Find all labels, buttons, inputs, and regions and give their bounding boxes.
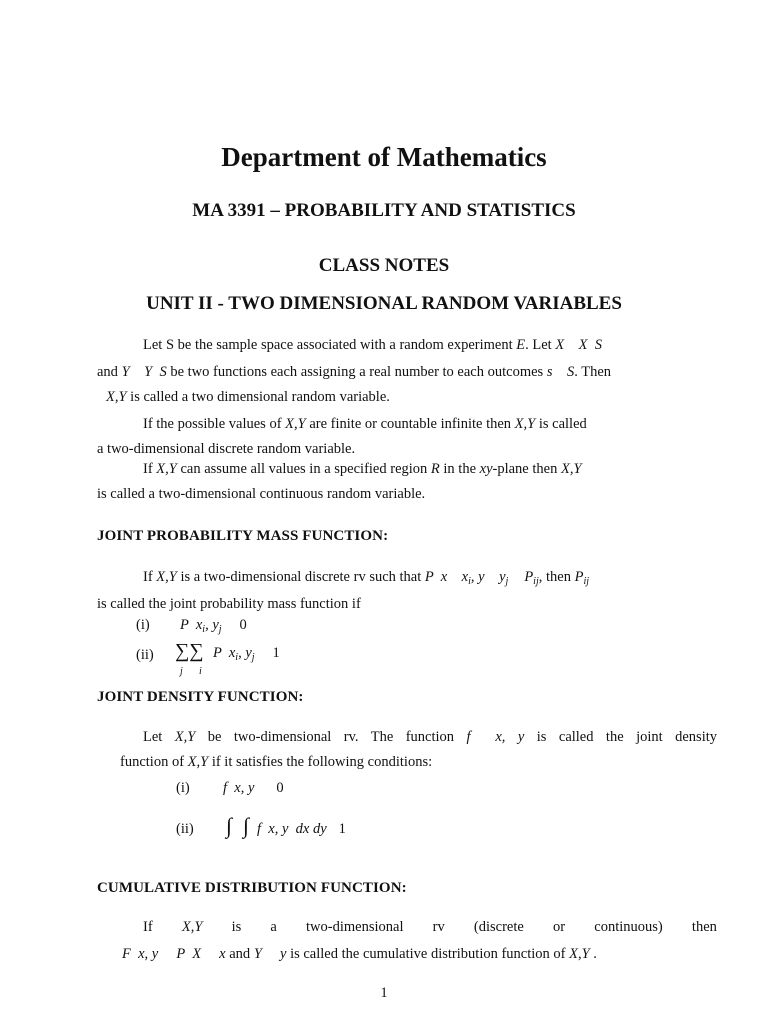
- value: 0: [239, 617, 247, 633]
- intro-line-7: is called a two-dimensional continuous random variable.: [97, 486, 426, 502]
- math: E: [516, 337, 526, 353]
- sum-index-i: i: [199, 666, 202, 677]
- value: 0: [276, 780, 284, 796]
- integral-symbol: ∫ ∫: [226, 813, 250, 838]
- math: P: [574, 569, 584, 585]
- math: f x, y: [223, 780, 255, 796]
- subscript: i: [202, 624, 206, 635]
- math: , y: [205, 617, 219, 633]
- jdf-heading: JOINT DENSITY FUNCTION:: [97, 689, 304, 705]
- pmf-line-1: [143, 569, 589, 587]
- pmf-condition-1-label: (i): [136, 617, 150, 633]
- math: X,Y: [174, 729, 196, 745]
- text: Let S be the sample space associated with a random experiment: [143, 337, 517, 353]
- math: X,Y: [181, 919, 203, 935]
- subscript: ij: [533, 576, 539, 587]
- course-title: MA 3391 – PROBABILITY AND STATISTICS: [192, 200, 576, 221]
- math: f x, y: [466, 729, 525, 745]
- math: X,Y: [569, 946, 590, 962]
- subscript: j: [251, 652, 255, 663]
- text: If: [143, 919, 153, 935]
- math: X X S: [555, 337, 603, 353]
- intro-line-2: [97, 364, 611, 381]
- math: s S: [546, 364, 575, 380]
- unit-title: UNIT II - TWO DIMENSIONAL RANDOM VARIABLES: [146, 293, 622, 314]
- text: is called the cumulative distribution function of: [286, 946, 570, 962]
- text: (discrete: [473, 919, 524, 935]
- page-number: 1: [380, 985, 388, 1001]
- text: Let: [143, 729, 175, 745]
- subscript: i: [235, 652, 239, 663]
- text: If: [143, 461, 157, 477]
- pmf-condition-2: [213, 645, 280, 663]
- pmf-line-2: is called the joint probability mass function if: [97, 596, 361, 612]
- math: X,Y: [106, 389, 127, 405]
- sigma-symbol: ∑∑: [175, 640, 204, 662]
- text: , then: [538, 569, 575, 585]
- value: 1: [272, 645, 280, 661]
- text: -plane then: [492, 461, 561, 477]
- math: R: [430, 461, 440, 477]
- subscript: j: [218, 624, 222, 635]
- subscript: j: [505, 576, 509, 587]
- text: . Then: [574, 364, 611, 380]
- text: . Let: [525, 337, 556, 353]
- pmf-heading: JOINT PROBABILITY MASS FUNCTION:: [97, 528, 389, 544]
- cdf-line-1: [143, 919, 717, 936]
- text: is called the joint density: [524, 729, 717, 745]
- text: are finite or countable infinite then: [305, 416, 515, 432]
- intro-line-5: a two-dimensional discrete random variable.: [97, 441, 356, 457]
- doc-type: CLASS NOTES: [318, 255, 450, 276]
- text: continuous): [594, 919, 663, 935]
- math: P x: [213, 645, 236, 661]
- text: can assume all values in a specified region: [176, 461, 431, 477]
- text: is a two-dimensional discrete rv such that: [176, 569, 425, 585]
- text: .: [589, 946, 597, 962]
- pmf-condition-1: [180, 617, 247, 635]
- text: If the possible values of: [143, 416, 286, 432]
- math: , y y: [470, 569, 506, 585]
- text: in the: [439, 461, 480, 477]
- subscript: i: [468, 576, 471, 587]
- jdf-condition-1: [223, 780, 284, 797]
- text: function of: [120, 754, 188, 770]
- text: a: [270, 919, 277, 935]
- cdf-heading: CUMULATIVE DISTRIBUTION FUNCTION:: [97, 880, 407, 896]
- value: 1: [338, 821, 346, 837]
- jdf-condition-2-label: (ii): [176, 821, 194, 837]
- text: and: [225, 946, 254, 962]
- jdf-line-1: [143, 729, 717, 746]
- jdf-condition-1-label: (i): [176, 780, 190, 796]
- math: Y Y S: [121, 364, 167, 380]
- text: is called a two dimensional random variable.: [126, 389, 390, 405]
- text: and: [97, 364, 122, 380]
- text: rv: [432, 919, 445, 935]
- math: , y: [238, 645, 252, 661]
- math: P x x: [424, 569, 469, 585]
- department-title: Department of Mathematics: [221, 142, 547, 172]
- math: Y y: [253, 946, 287, 962]
- intro-line-1: [143, 337, 602, 354]
- cdf-line-2: [122, 946, 597, 963]
- jdf-condition-2: [257, 821, 346, 838]
- text: be two-dimensional rv. The function: [195, 729, 467, 745]
- math: F x, y P X x: [122, 946, 226, 962]
- intro-line-4: [143, 416, 587, 433]
- math: P: [524, 569, 534, 585]
- math: P x: [180, 617, 203, 633]
- text: two-dimensional: [306, 919, 404, 935]
- intro-line-6: [143, 461, 582, 478]
- math: X,Y: [514, 416, 536, 432]
- math: X,Y: [156, 461, 177, 477]
- math: X,Y: [285, 416, 306, 432]
- math: X,Y: [187, 754, 209, 770]
- text: is called: [535, 416, 587, 432]
- math: X,Y: [560, 461, 582, 477]
- text: If: [143, 569, 157, 585]
- pmf-condition-2-label: (ii): [136, 647, 154, 663]
- intro-line-3: [106, 389, 390, 406]
- text: is: [231, 919, 242, 935]
- text: then: [691, 919, 717, 935]
- jdf-line-2: [120, 754, 432, 771]
- text: be two functions each assigning a real number to each outcomes: [166, 364, 547, 380]
- math: f x, y dx dy: [257, 821, 327, 837]
- math: xy: [479, 461, 493, 477]
- sum-index-j: j: [180, 666, 183, 677]
- math: X,Y: [156, 569, 177, 585]
- subscript: ij: [583, 576, 589, 587]
- text: if it satisfies the following conditions:: [208, 754, 433, 770]
- text: or: [553, 919, 566, 935]
